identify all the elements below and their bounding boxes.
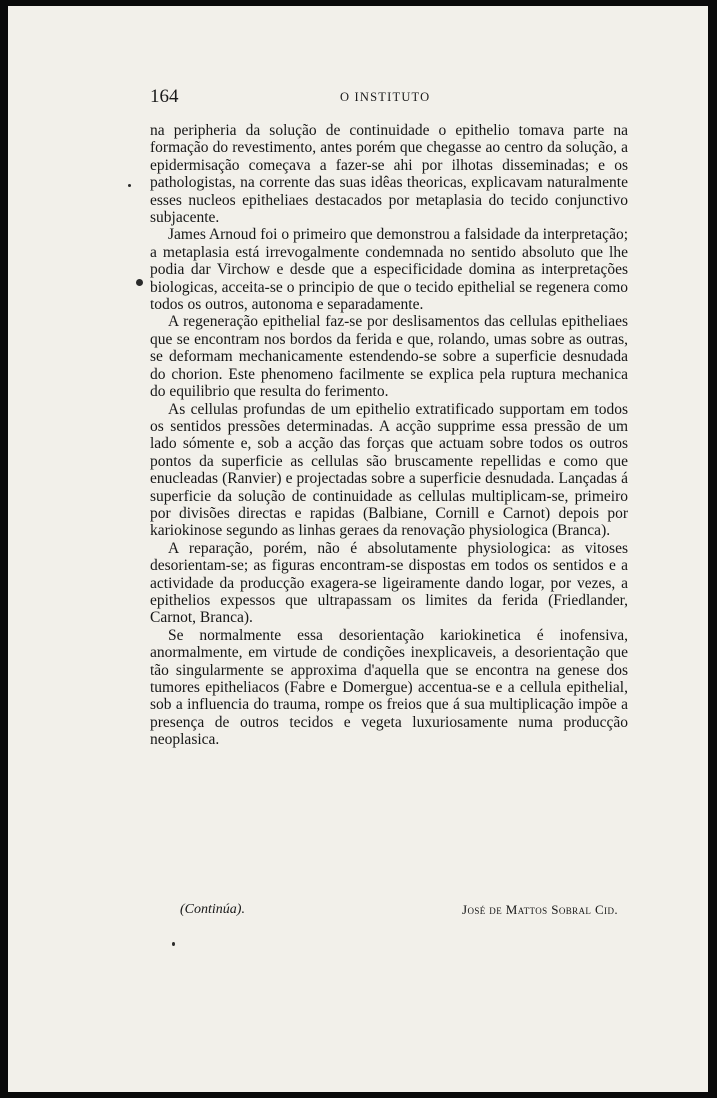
margin-speck [172,942,175,946]
paragraph: James Arnoud foi o primeiro que demonstrou a falsidade da interpretação; a metaplasia está irrevogalmente condemnada no sentido absoluto que lhe podia dar Virchow e desde que a especificidade domina as interpretações biologicas, acceita-se o principio de que o tecido epithelial se regenera como todos os outros, autonoma e separadamente. [150,226,628,314]
page-header [150,86,628,110]
signature-line [150,902,628,922]
page-number: 164 [150,86,179,107]
paragraph: As cellulas profundas de um epithelio extratificado supportam em todos os sentidos pressões determinadas. A acção supprime essa pressão de um lado sómente e, sob a acção das forças que actuam sobre todos os outros pontos da superficie as cellulas são bruscamente repellidas e como que enucleadas (Ranvier) e projectadas sobre a superficie desnudada. Lançadas á superficie da solução de continuidade as cellulas multiplicam-se, primeiro por divisões directas e rapidas (Balbiane, Cornill e Carnot) depois por kariokinose segundo as linhas geraes da renovação physiologica (Branca). [150,400,628,540]
running-title: O INSTITUTO [340,90,431,104]
margin-speck [128,184,131,187]
paragraph: Se normalmente essa desorientação kariokinetica é inofensiva, anormalmente, em virtude de condições inexplicaveis, a desorientação que tão singularmente se approxima d'aquella que se encontra na genese dos tumores epitheliacos (Fabre e Domergue) accentua-se e a cellula epithelial, sob a influencia do trauma, rompe os freios que á sua multiplicação impõe a presença de outros tecidos e vegeta luxuriosamente numa producção neoplasica. [150,626,628,749]
article-body [150,122,628,749]
paragraph: A regeneração epithelial faz-se por deslisamentos das cellulas epitheliaes que se encontram nos bordos da ferida e que, rolando, umas sobre as outras, se deformam mechanicamente estendendo-se sobre a superficie desnudada do chorion. Este phenomeno facilmente se explica pela ruptura mechanica do equilibrio que resulta do ferimento. [150,313,628,401]
paragraph: na peripheria da solução de continuidade o epithelio tomava parte na formação do revestimento, antes porém que chegasse ao centro da solução, a epidermisação começava a fazer-se ahi por ilhotas disseminadas; e os pathologistas, na corrente das suas idêas theoricas, explicavam naturalmente esses nucleos epitheliaes destacados por metaplasia do tecido conjunctivo subjacente. [150,122,628,227]
author-signature: José de Mattos Sobral Cid. [461,902,618,917]
continua-note: (Continúa). [180,902,245,917]
margin-speck [136,279,143,286]
paragraph: A reparação, porém, não é absolutamente physiologica: as vitoses desorientam-se; as figuras encontram-se dispostas em todos os sentidos e a actividade da producção exagera-se ligeiramente dando logar, por vezes, a epithelios expessos que ultrapassam os limites da ferida (Friedlander, Carnot, Branca). [150,539,628,627]
